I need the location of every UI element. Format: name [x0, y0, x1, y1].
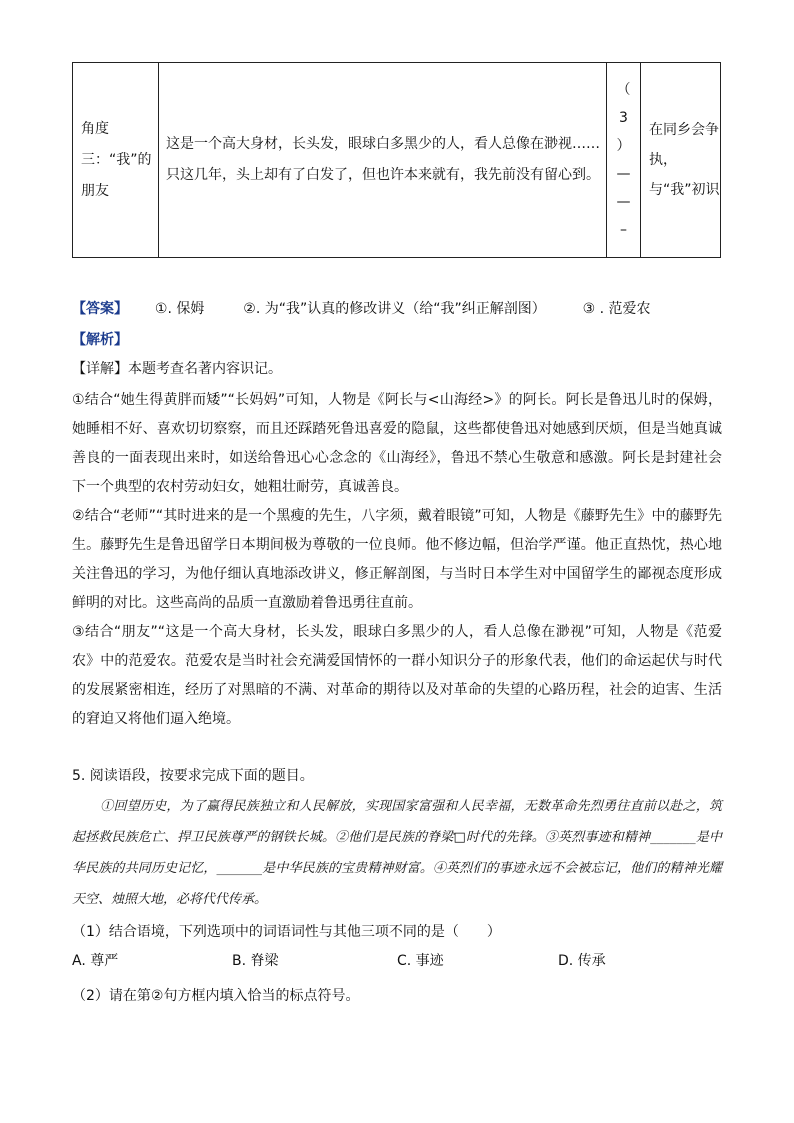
table-row	[73, 63, 721, 258]
option-c[interactable]: C. 事迹	[397, 953, 444, 969]
table-cell-angle: 角度三：“我”的朋友	[73, 63, 159, 258]
answer-label: 【答案】	[72, 301, 128, 317]
question-5-sub1: （1）结合语境，下列选项中的词语词性与其他三项不同的是（ ）	[72, 924, 501, 940]
question-5-passage: ①回望历史，为了赢得民族独立和人民解放，实现国家富强和人民幸福，无数革命先烈勇往直前以赴之，筑起拯救民族危亡、捍卫民族尊严的钢铁长城。②他们是民族的脊梁□时代的先锋。③英烈事迹和精神_______是中华民族的共同历史记忆，_______是中华民族的宝贵精神财富。④英烈们的事迹永远不会被忘记，他们的精神光耀天空、烛照大地，必将代代传承。	[72, 799, 722, 907]
answer-1: ①. 保姆	[154, 301, 205, 317]
question-5-sub2: （2）请在第②句方框内填入恰当的标点符号。	[72, 988, 360, 1004]
table-cell-blank	[607, 63, 641, 258]
option-d[interactable]: D. 传承	[558, 953, 606, 969]
answer-3: ③ . 范爱农	[582, 301, 651, 317]
blank-mark: –	[620, 222, 627, 238]
blank-mark: —	[616, 194, 631, 210]
blank-mark: ）	[616, 138, 631, 154]
table-cell-quote: 这是一个高大身材，长头发，眼球白多黑少的人，看人总像在渺视……只这几年，头上却有了白发了，但也许本来就有，我先前没有留心到。	[159, 63, 607, 258]
blank-mark: （	[616, 82, 631, 98]
option-a[interactable]: A. 尊严	[72, 953, 119, 969]
analysis-label: 【解析】	[72, 332, 128, 348]
answer-row	[72, 298, 651, 318]
blank-mark: —	[616, 166, 631, 182]
table-cell-relation: 在同乡会争执，与“我”初识	[641, 63, 721, 258]
answer-2: ②. 为“我”认真的修改讲义（给“我”纠正解剖图）	[243, 301, 546, 317]
detail-paragraph-2: ②结合“老师”“其时进来的是一个黑瘦的先生，八字须，戴着眼镜”可知，人物是《藤野先生》中的藤野先生。藤野先生是鲁迅留学日本期间极为尊敬的一位良师。他不修边幅，但治学严谨。他正直热忱，热心地关注鲁迅的学习，为他仔细认真地添改讲义，修正解剖图，与当时日本学生对中国留学生的鄙视态度形成鲜明的对比。这些高尚的品质一直激励着鲁迅勇往直前。	[72, 508, 722, 611]
detail-paragraph-3: ③结合“朋友”“这是一个高大身材，长头发，眼球白多黑少的人，看人总像在渺视”可知，人物是《范爱农》中的范爱农。范爱农是当时社会充满爱国情怀的一群小知识分子的形象代表，他们的命运起伏与时代的发展紧密相连，经历了对黑暗的不满、对革命的期待以及对革命的失望的心路历程，社会的迫害、生活的窘迫又将他们逼入绝境。	[72, 624, 722, 727]
character-table	[72, 62, 721, 258]
detail-paragraph-1: ①结合“她生得黄胖而矮”“长妈妈”可知，人物是《阿长与<山海经>》的阿长。阿长是鲁迅儿时的保姆，她睡相不好、喜欢切切察察，而且还踩踏死鲁迅喜爱的隐鼠，这些都使鲁迅对她感到厌烦，但是当她真诚善良的一面表现出来时，如送给鲁迅心心念念的《山海经》，鲁迅不禁心生敬意和感激。阿长是封建社会下一个典型的农村劳动妇女，她粗壮耐劳，真诚善良。	[72, 392, 722, 495]
blank-mark: 3	[619, 110, 628, 126]
detail-intro: 【详解】本题考查名著内容识记。	[72, 361, 282, 377]
option-b[interactable]: B. 脊梁	[232, 953, 279, 969]
question-5-stem: 5. 阅读语段，按要求完成下面的题目。	[72, 768, 314, 784]
